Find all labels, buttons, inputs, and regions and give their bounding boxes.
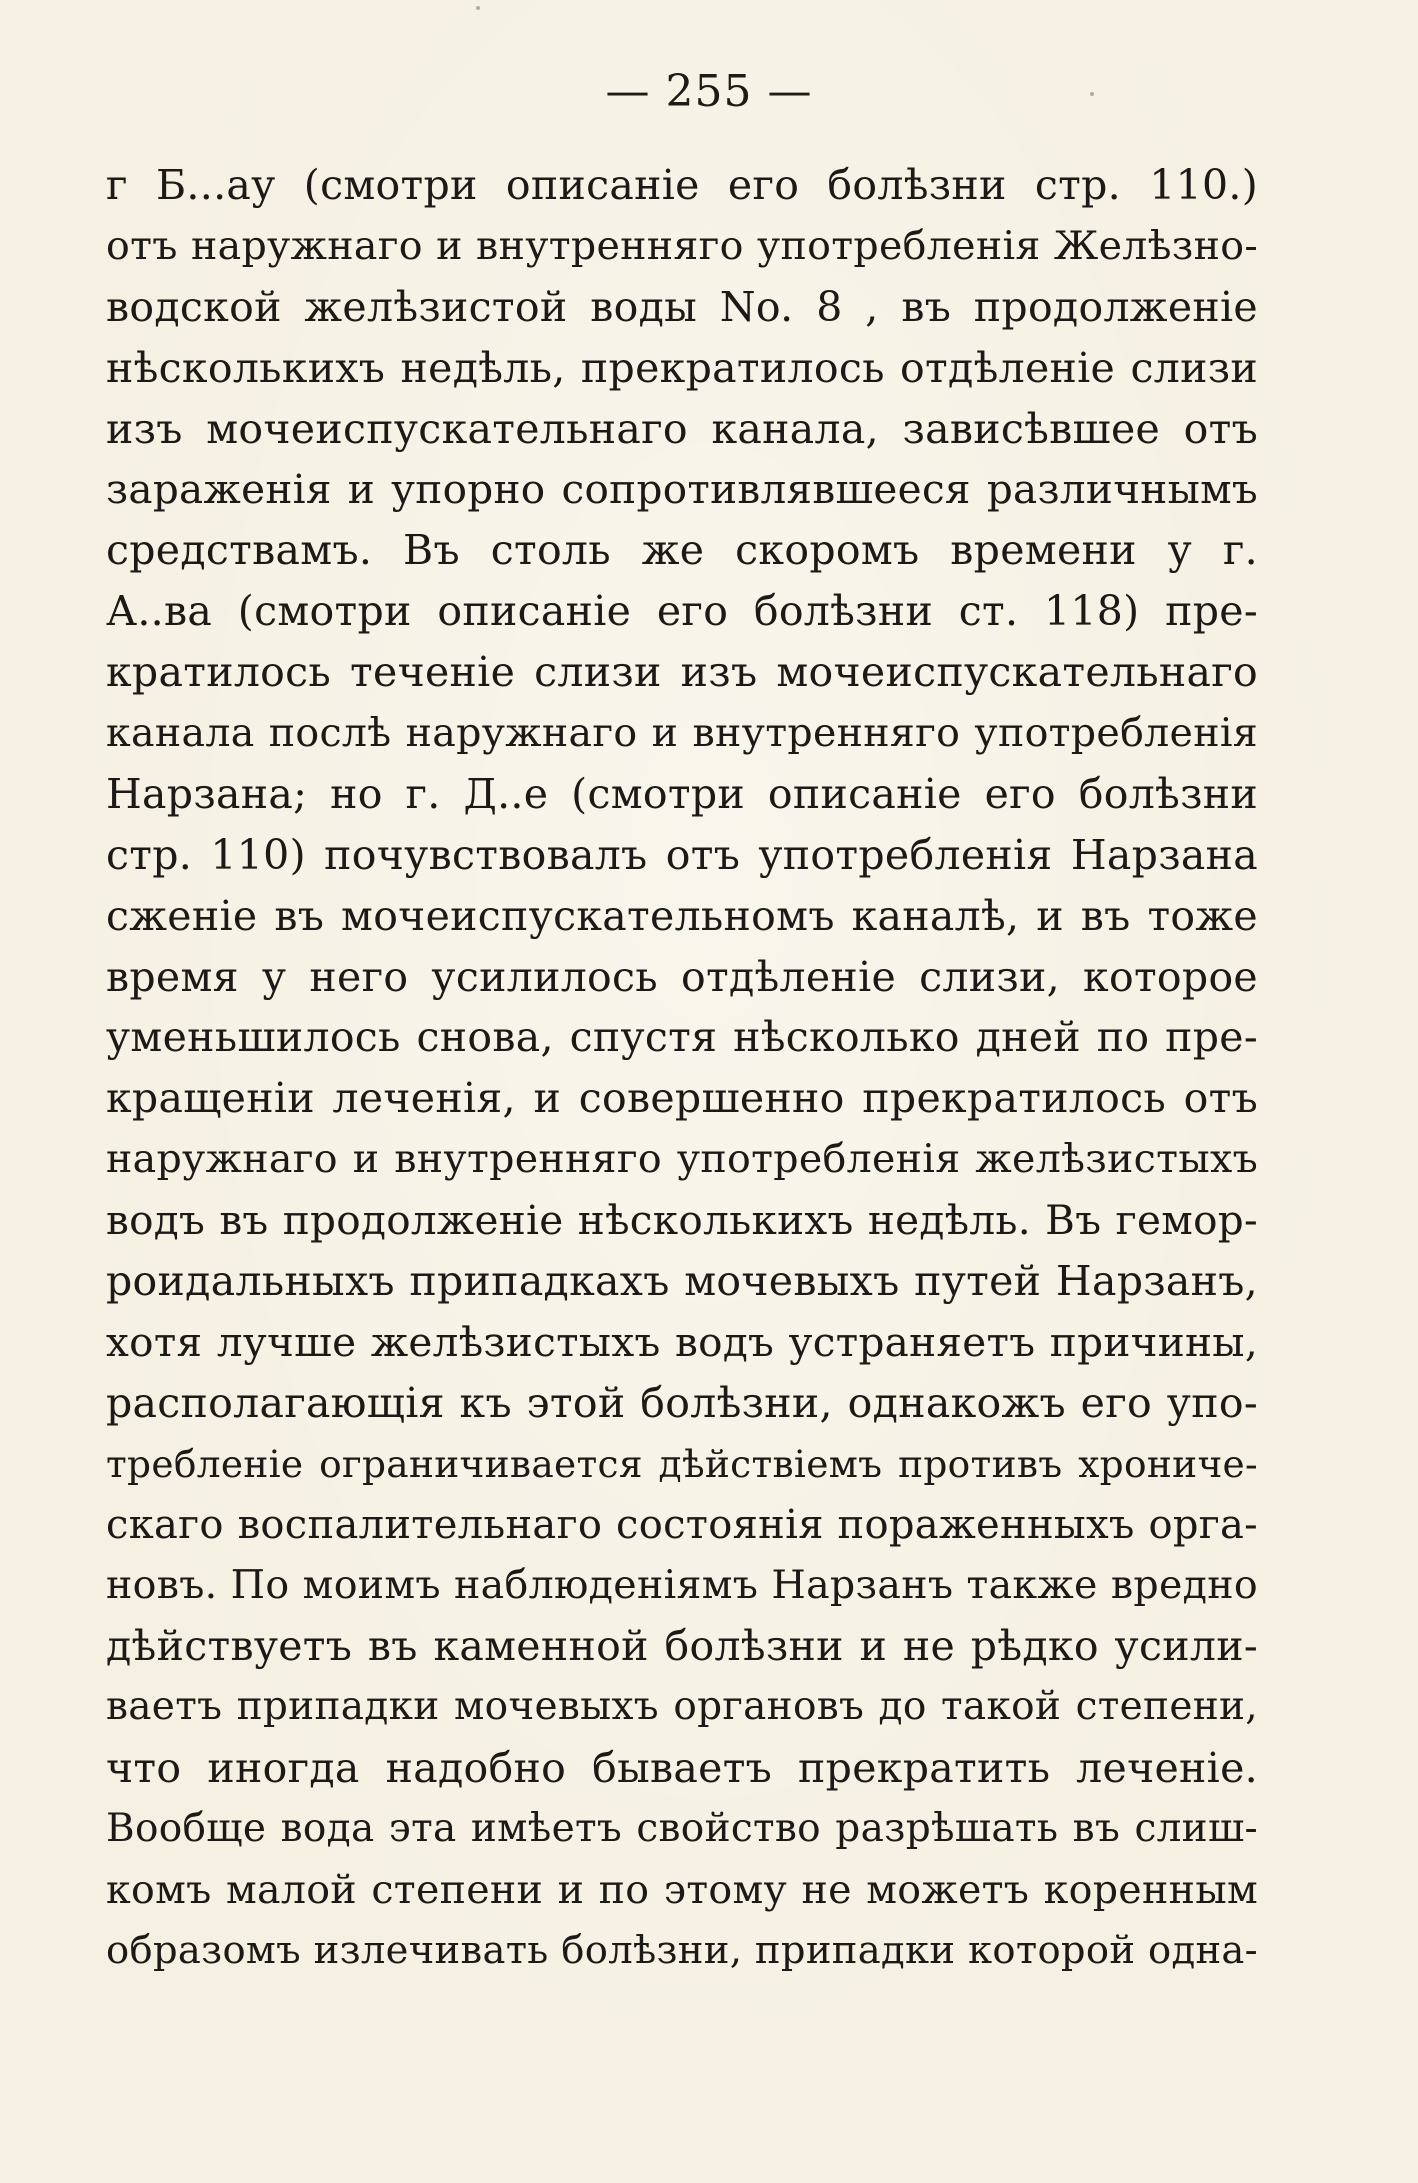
text-line: водской желѣзистой воды No. 8 , въ продолженіе <box>106 282 1258 331</box>
body-text <box>106 155 1258 1982</box>
text-line: время у него усилилось отдѣленіе слизи, которое <box>106 952 1258 1001</box>
text-line: роидальныхъ припадкахъ мочевыхъ путей Нарзанъ, <box>106 1257 1258 1306</box>
text-line: скаго воспалительнаго состоянія пораженныхъ орга- <box>106 1501 1258 1548</box>
ink-speck <box>476 6 480 10</box>
text-line: водъ въ продолженіе нѣсколькихъ недѣль. Въ гемор- <box>106 1196 1258 1245</box>
text-line: наружнаго и внутренняго употребленія желѣзистыхъ <box>106 1136 1258 1183</box>
text-line: отъ наружнаго и внутренняго употребленія Желѣзно- <box>106 222 1258 269</box>
text-line: сженіе въ мочеиспускательномъ каналѣ, и въ тоже <box>106 891 1258 940</box>
text-line: А..ва (смотри описаніе его болѣзни ст. 118) пре- <box>106 587 1258 636</box>
text-line: образомъ излечивать болѣзни, припадки которой одна- <box>106 1927 1258 1973</box>
text-line: кратилось теченіе слизи изъ мочеиспускательнаго <box>106 648 1258 697</box>
text-line: канала послѣ наружнаго и внутренняго употребленія <box>106 710 1258 757</box>
text-line: Нарзана; но г. Д..е (смотри описаніе его болѣзни <box>106 769 1258 818</box>
text-line: требленіе ограничивается дѣйствіемъ противъ хрониче- <box>106 1441 1258 1486</box>
text-line: нѣсколькихъ недѣль, прекратилось отдѣленіе слизи <box>106 343 1258 392</box>
text-line: что иногда надобно бываетъ прекратить леченіе. <box>106 1744 1258 1793</box>
text-line: зараженія и упорно сопротивлявшееся различнымъ <box>106 465 1258 514</box>
text-line: Вообще вода эта имѣетъ свойство разрѣшать въ слиш- <box>106 1806 1258 1852</box>
text-line: хотя лучше желѣзистыхъ водъ устраняетъ причины, <box>106 1317 1258 1366</box>
text-line: кращеніи леченія, и совершенно прекратилось отъ <box>106 1074 1258 1123</box>
text-line: изъ мочеиспускательнаго канала, зависѣвшее отъ <box>106 404 1258 453</box>
page-number: — 255 — <box>605 66 813 117</box>
text-line: средствамъ. Въ столь же скоромъ времени у г. <box>106 526 1258 575</box>
text-line: дѣйствуетъ въ каменной болѣзни и не рѣдко усили- <box>106 1622 1258 1671</box>
text-line: стр. 110) почувствовалъ отъ употребленія Нарзана <box>106 830 1258 879</box>
text-line: располагающія къ этой болѣзни, однакожъ его упо- <box>106 1378 1258 1427</box>
text-line: новъ. По моимъ наблюденіямъ Нарзанъ также вредно <box>106 1562 1258 1609</box>
text-line: комъ малой степени и по этому не можетъ коренным <box>106 1866 1258 1913</box>
text-line: г Б...ау (смотри описаніе его болѣзни стр. 110.) <box>106 161 1258 209</box>
text-line: уменьшилось снова, спустя нѣсколько дней по пре- <box>106 1013 1258 1062</box>
text-line: ваетъ припадки мочевыхъ органовъ до такой степени, <box>106 1684 1258 1730</box>
